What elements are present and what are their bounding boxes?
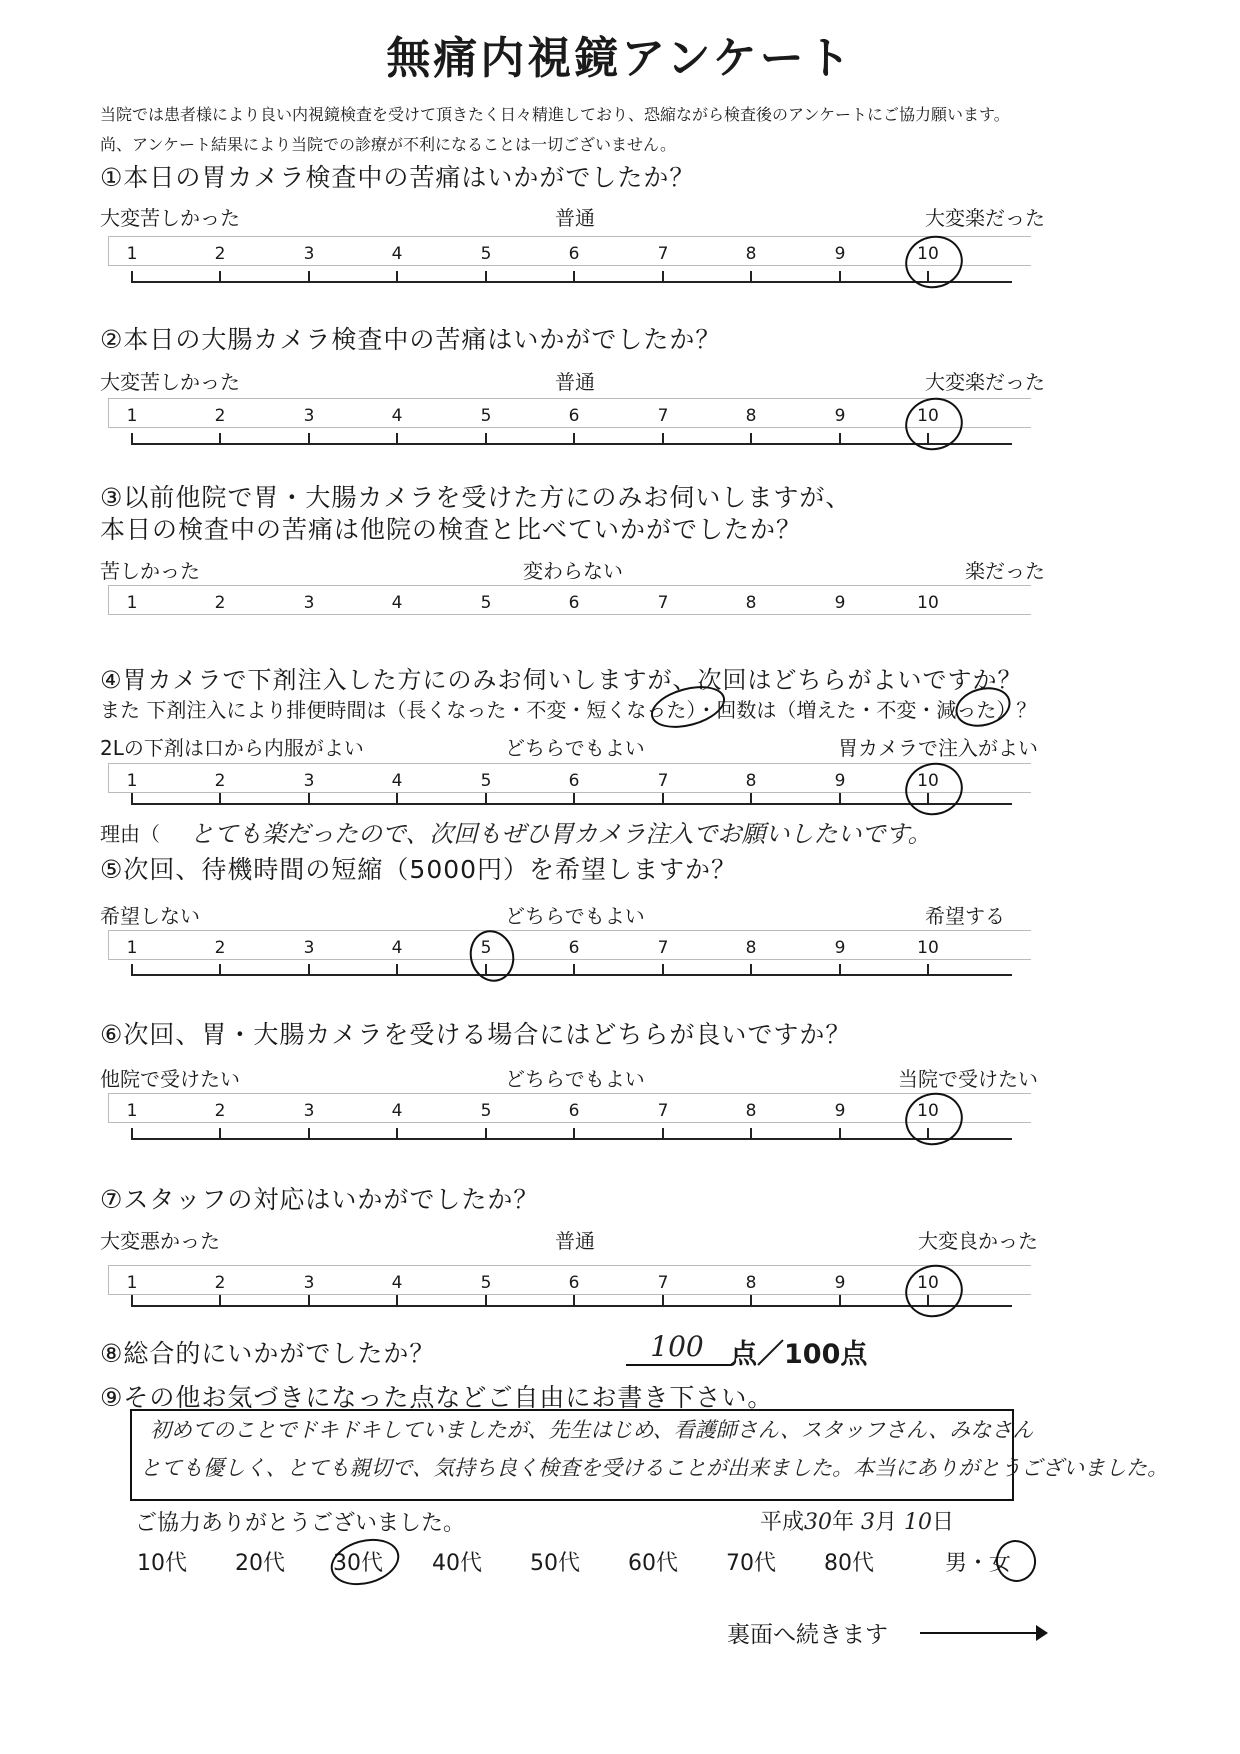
q4-scale-tick-3 (308, 793, 310, 805)
q1-scale-tick-4 (396, 271, 398, 283)
q4-scale-num-1[interactable]: 1 (126, 771, 138, 791)
q6-scale-num-8[interactable]: 8 (745, 1101, 757, 1121)
q6-left-label: 他院で受けたい (100, 1067, 240, 1091)
q1-scale-tick-2 (219, 271, 221, 283)
q5-scale-num-1[interactable]: 1 (126, 938, 138, 958)
q2-scale-tick-6 (573, 433, 575, 445)
date-month: 3 (861, 1510, 876, 1535)
q4-scale-tick-7 (662, 793, 664, 805)
gender-selected-circle (991, 1536, 1041, 1587)
q9-comment-line2: とても優しく、とても親切で、気持ち良く検査を受けることが出来ました。本当にありがとうございました。 (140, 1456, 1169, 1480)
q3-scale-num-8[interactable]: 8 (745, 593, 757, 613)
date-day: 10 (904, 1510, 933, 1535)
q6-scale-line (132, 1138, 1012, 1140)
q7-scale-num-6[interactable]: 6 (568, 1273, 580, 1293)
q7-scale-num-7[interactable]: 7 (657, 1273, 669, 1293)
age-option-20[interactable]: 20代 (235, 1551, 285, 1576)
q4-scale-num-7[interactable]: 7 (657, 771, 669, 791)
q6-scale-tick-7 (662, 1128, 664, 1140)
q1-right-label: 大変楽だった (925, 206, 1045, 230)
q5-scale-tick-4 (396, 964, 398, 976)
q4-text-line1: ④胃カメラで下剤注入した方にのみお伺いしますが、次回はどちらがよいですか？ (100, 666, 1023, 694)
date-era: 平成 (760, 1510, 805, 1535)
q4-scale-num-2[interactable]: 2 (214, 771, 226, 791)
q3-scale-num-2[interactable]: 2 (214, 593, 226, 613)
q1-scale-tick-8 (750, 271, 752, 283)
q4-scale-tick-6 (573, 793, 575, 805)
q4-scale-num-10[interactable]: 10 (917, 771, 939, 791)
q1-scale-num-10[interactable]: 10 (917, 244, 939, 264)
q6-mid-label: どちらでもよい (505, 1067, 645, 1091)
q1-scale-num-1[interactable]: 1 (126, 244, 138, 264)
q6-scale-num-3[interactable]: 3 (303, 1101, 315, 1121)
q6-scale-tick-4 (396, 1128, 398, 1140)
date-year: 30 (804, 1510, 833, 1535)
q2-scale-tick-7 (662, 433, 664, 445)
q7-scale-tick-5 (485, 1295, 487, 1307)
q3-mid-label: 変わらない (523, 559, 623, 583)
q5-text: ⑤次回、待機時間の短縮（5000円）を希望しますか？ (100, 855, 738, 884)
q4-scale-num-6[interactable]: 6 (568, 771, 580, 791)
age-option-70[interactable]: 70代 (726, 1551, 776, 1576)
age-option-10[interactable]: 10代 (137, 1551, 187, 1576)
q2-scale-tick-5 (485, 433, 487, 445)
date-year-unit: 年 (832, 1510, 855, 1535)
age-option-50[interactable]: 50代 (530, 1551, 580, 1576)
q5-left-label: 希望しない (100, 904, 200, 928)
q2-scale-tick-4 (396, 433, 398, 445)
q4-reason-label: 理由（ (100, 822, 160, 846)
q1-scale-num-5[interactable]: 5 (480, 244, 492, 264)
date-month-unit: 月 (875, 1510, 898, 1535)
q4-scale-num-3[interactable]: 3 (303, 771, 315, 791)
q6-scale-num-7[interactable]: 7 (657, 1101, 669, 1121)
q1-scale-num-4[interactable]: 4 (391, 244, 403, 264)
q7-scale-tick-7 (662, 1295, 664, 1307)
q2-scale-tick-2 (219, 433, 221, 445)
q7-scale-num-4[interactable]: 4 (391, 1273, 403, 1293)
q4-scale-num-5[interactable]: 5 (480, 771, 492, 791)
q6-scale-num-2[interactable]: 2 (214, 1101, 226, 1121)
arrow-right-icon (1036, 1625, 1048, 1641)
q3-text-line2: 本日の検査中の苦痛は他院の検査と比べていかがでしたか？ (100, 515, 803, 544)
q6-scale-num-4[interactable]: 4 (391, 1101, 403, 1121)
q5-scale-tick-1 (131, 964, 133, 976)
page-title: 無痛内視鏡アンケート (386, 33, 854, 84)
q4-text-line2: また 下剤注入により排便時間は（長くなった・不変・短くなった）・回数は（増えた・不変・減った）？ (100, 698, 1037, 722)
q3-scale-num-5[interactable]: 5 (480, 593, 492, 613)
q3-scale-num-9[interactable]: 9 (834, 593, 846, 613)
q4-left-label: 2Lの下剤は口から内服がよい (100, 736, 364, 760)
q1-scale-num-2[interactable]: 2 (214, 244, 226, 264)
q5-scale-num-2[interactable]: 2 (214, 938, 226, 958)
q6-scale-tick-3 (308, 1128, 310, 1140)
q4-scale-num-9[interactable]: 9 (834, 771, 846, 791)
q5-scale-tick-2 (219, 964, 221, 976)
q1-scale-num-8[interactable]: 8 (745, 244, 757, 264)
q2-scale-tick-3 (308, 433, 310, 445)
q9-text: ⑨その他お気づきになった点などご自由にお書き下さい。 (100, 1383, 774, 1412)
q1-scale-num-7[interactable]: 7 (657, 244, 669, 264)
q1-scale-num-9[interactable]: 9 (834, 244, 846, 264)
q1-left-label: 大変苦しかった (100, 206, 240, 230)
q7-scale-tick-1 (131, 1295, 133, 1307)
q7-right-label: 大変良かった (918, 1229, 1038, 1253)
q3-scale-num-4[interactable]: 4 (391, 593, 403, 613)
q4-scale-tick-8 (750, 793, 752, 805)
q6-scale-tick-6 (573, 1128, 575, 1140)
q5-scale-num-9[interactable]: 9 (834, 938, 846, 958)
q8-score-value[interactable]: 100 (650, 1330, 704, 1363)
q6-scale-tick-1 (131, 1128, 133, 1140)
thanks-text: ご協力ありがとうございました。 (135, 1511, 466, 1536)
q4-scale-line (132, 803, 1012, 805)
q6-text: ⑥次回、胃・大腸カメラを受ける場合にはどちらが良いですか？ (100, 1020, 852, 1049)
q2-scale-num-6[interactable]: 6 (568, 406, 580, 426)
q7-scale-num-2[interactable]: 2 (214, 1273, 226, 1293)
q7-scale-tick-3 (308, 1295, 310, 1307)
q1-scale-tick-1 (131, 271, 133, 283)
q7-scale-num-1[interactable]: 1 (126, 1273, 138, 1293)
q5-scale-num-4[interactable]: 4 (391, 938, 403, 958)
intro-line-2: 尚、アンケート結果により当院での診療が不利になることは一切ございません。 (100, 135, 677, 154)
q2-scale-num-10[interactable]: 10 (917, 406, 939, 426)
q1-scale-tick-6 (573, 271, 575, 283)
q6-scale-tick-8 (750, 1128, 752, 1140)
q6-scale-num-9[interactable]: 9 (834, 1101, 846, 1121)
q2-scale-num-9[interactable]: 9 (834, 406, 846, 426)
q4-scale-num-4[interactable]: 4 (391, 771, 403, 791)
q7-scale-num-9[interactable]: 9 (834, 1273, 846, 1293)
q4-scale-num-8[interactable]: 8 (745, 771, 757, 791)
q5-mid-label: どちらでもよい (505, 904, 645, 928)
date-field[interactable] (760, 1505, 954, 1536)
q8-score-underline (626, 1364, 732, 1366)
q2-left-label: 大変苦しかった (100, 370, 240, 394)
q2-mid-label: 普通 (555, 370, 595, 394)
q2-scale-num-8[interactable]: 8 (745, 406, 757, 426)
q2-text: ②本日の大腸カメラ検査中の苦痛はいかがでしたか？ (100, 325, 722, 354)
q7-scale-tick-9 (839, 1295, 841, 1307)
q2-right-label: 大変楽だった (925, 370, 1045, 394)
q6-right-label: 当院で受けたい (898, 1067, 1038, 1091)
q7-scale-num-5[interactable]: 5 (480, 1273, 492, 1293)
q1-scale-tick-5 (485, 271, 487, 283)
q3-left-label: 苦しかった (100, 559, 200, 583)
q5-scale-tick-3 (308, 964, 310, 976)
q3-scale-num-6[interactable]: 6 (568, 593, 580, 613)
q7-scale-num-8[interactable]: 8 (745, 1273, 757, 1293)
age-option-60[interactable]: 60代 (628, 1551, 678, 1576)
q3-scale-num-3[interactable]: 3 (303, 593, 315, 613)
q6-scale-tick-5 (485, 1128, 487, 1140)
q4-reason-text[interactable]: とても楽だったので、次回もぜひ胃カメラ注入でお願いしたいです。 (190, 820, 932, 848)
q2-scale-num-4[interactable]: 4 (391, 406, 403, 426)
q7-scale-tick-6 (573, 1295, 575, 1307)
q2-scale-num-3[interactable]: 3 (303, 406, 315, 426)
continue-arrow-line (920, 1632, 1040, 1634)
q1-scale-num-6[interactable]: 6 (568, 244, 580, 264)
q7-scale-tick-8 (750, 1295, 752, 1307)
q6-scale-num-10[interactable]: 10 (917, 1101, 939, 1121)
gender-male[interactable]: 男 (945, 1551, 968, 1576)
age-option-30[interactable]: 30代 (333, 1551, 383, 1576)
q4-right-label: 胃カメラで注入がよい (838, 736, 1038, 760)
q3-scale-num-10[interactable]: 10 (917, 593, 939, 613)
q2-scale-tick-1 (131, 433, 133, 445)
intro-line-1: 当院では患者様により良い内視鏡検査を受けて頂きたく日々精進しており、恐縮ながら検査後のアンケートにご協力願います。 (100, 105, 1010, 124)
q2-scale-num-5[interactable]: 5 (480, 406, 492, 426)
q5-scale-num-10[interactable]: 10 (917, 938, 939, 958)
age-selected-circle (325, 1532, 404, 1593)
q7-text: ⑦スタッフの対応はいかがでしたか？ (100, 1185, 540, 1214)
q4-scale-tick-2 (219, 793, 221, 805)
q5-scale-tick-8 (750, 964, 752, 976)
q5-scale-tick-9 (839, 964, 841, 976)
q5-scale-num-3[interactable]: 3 (303, 938, 315, 958)
q6-scale-tick-2 (219, 1128, 221, 1140)
q4-scale-tick-9 (839, 793, 841, 805)
q6-scale-tick-9 (839, 1128, 841, 1140)
age-option-80[interactable]: 80代 (824, 1551, 874, 1576)
q4-scale-tick-1 (131, 793, 133, 805)
age-option-40[interactable]: 40代 (432, 1551, 482, 1576)
q5-scale-num-7[interactable]: 7 (657, 938, 669, 958)
q7-scale-tick-2 (219, 1295, 221, 1307)
q2-scale-num-1[interactable]: 1 (126, 406, 138, 426)
q4-mid-label: どちらでもよい (505, 736, 645, 760)
date-day-unit: 日 (932, 1510, 955, 1535)
q2-scale-num-2[interactable]: 2 (214, 406, 226, 426)
q5-right-label: 希望する (925, 904, 1005, 928)
q6-scale-num-5[interactable]: 5 (480, 1101, 492, 1121)
q9-comment-line1: 初めてのことでドキドキしていましたが、先生はじめ、看護師さん、スタッフさん、みなさん (150, 1418, 1034, 1442)
q5-scale-line (132, 974, 1012, 976)
q6-scale-num-6[interactable]: 6 (568, 1101, 580, 1121)
q1-scale-line (132, 281, 1012, 283)
q1-scale-tick-7 (662, 271, 664, 283)
q4-scale-tick-5 (485, 793, 487, 805)
q2-scale-num-7[interactable]: 7 (657, 406, 669, 426)
q7-scale-tick-4 (396, 1295, 398, 1307)
q8-score-suffix: 点／100点 (730, 1339, 868, 1370)
q7-left-label: 大変悪かった (100, 1229, 220, 1253)
q7-scale-num-10[interactable]: 10 (917, 1273, 939, 1293)
q2-scale-tick-8 (750, 433, 752, 445)
q6-scale-num-1[interactable]: 1 (126, 1101, 138, 1121)
q1-scale-tick-3 (308, 271, 310, 283)
q2-scale-line (132, 443, 1012, 445)
q2-scale-tick-9 (839, 433, 841, 445)
q1-scale-tick-9 (839, 271, 841, 283)
q5-scale-tick-10 (927, 964, 929, 976)
q8-text: ⑧総合的にいかがでしたか？ (100, 1339, 436, 1368)
q1-mid-label: 普通 (555, 206, 595, 230)
q3-right-label: 楽だった (965, 559, 1045, 583)
q5-scale-num-5[interactable]: 5 (480, 938, 492, 958)
continue-text: 裏面へ続きます (727, 1622, 888, 1648)
q3-scale-num-7[interactable]: 7 (657, 593, 669, 613)
q4-scale-tick-4 (396, 793, 398, 805)
q7-mid-label: 普通 (555, 1229, 595, 1253)
q7-scale-line (132, 1305, 1012, 1307)
q5-scale-tick-6 (573, 964, 575, 976)
q7-scale-num-3[interactable]: 3 (303, 1273, 315, 1293)
gender-female[interactable]: 女 (989, 1551, 1012, 1576)
q5-scale-num-6[interactable]: 6 (568, 938, 580, 958)
q3-scale-num-1[interactable]: 1 (126, 593, 138, 613)
q1-text: ①本日の胃カメラ検査中の苦痛はいかがでしたか？ (100, 163, 696, 192)
gender-separator: ・ (967, 1551, 990, 1576)
q3-text-line1: ③以前他院で胃・大腸カメラを受けた方にのみお伺いしますが、 (100, 483, 852, 512)
q1-scale-num-3[interactable]: 3 (303, 244, 315, 264)
q5-scale-num-8[interactable]: 8 (745, 938, 757, 958)
q5-scale-tick-7 (662, 964, 664, 976)
